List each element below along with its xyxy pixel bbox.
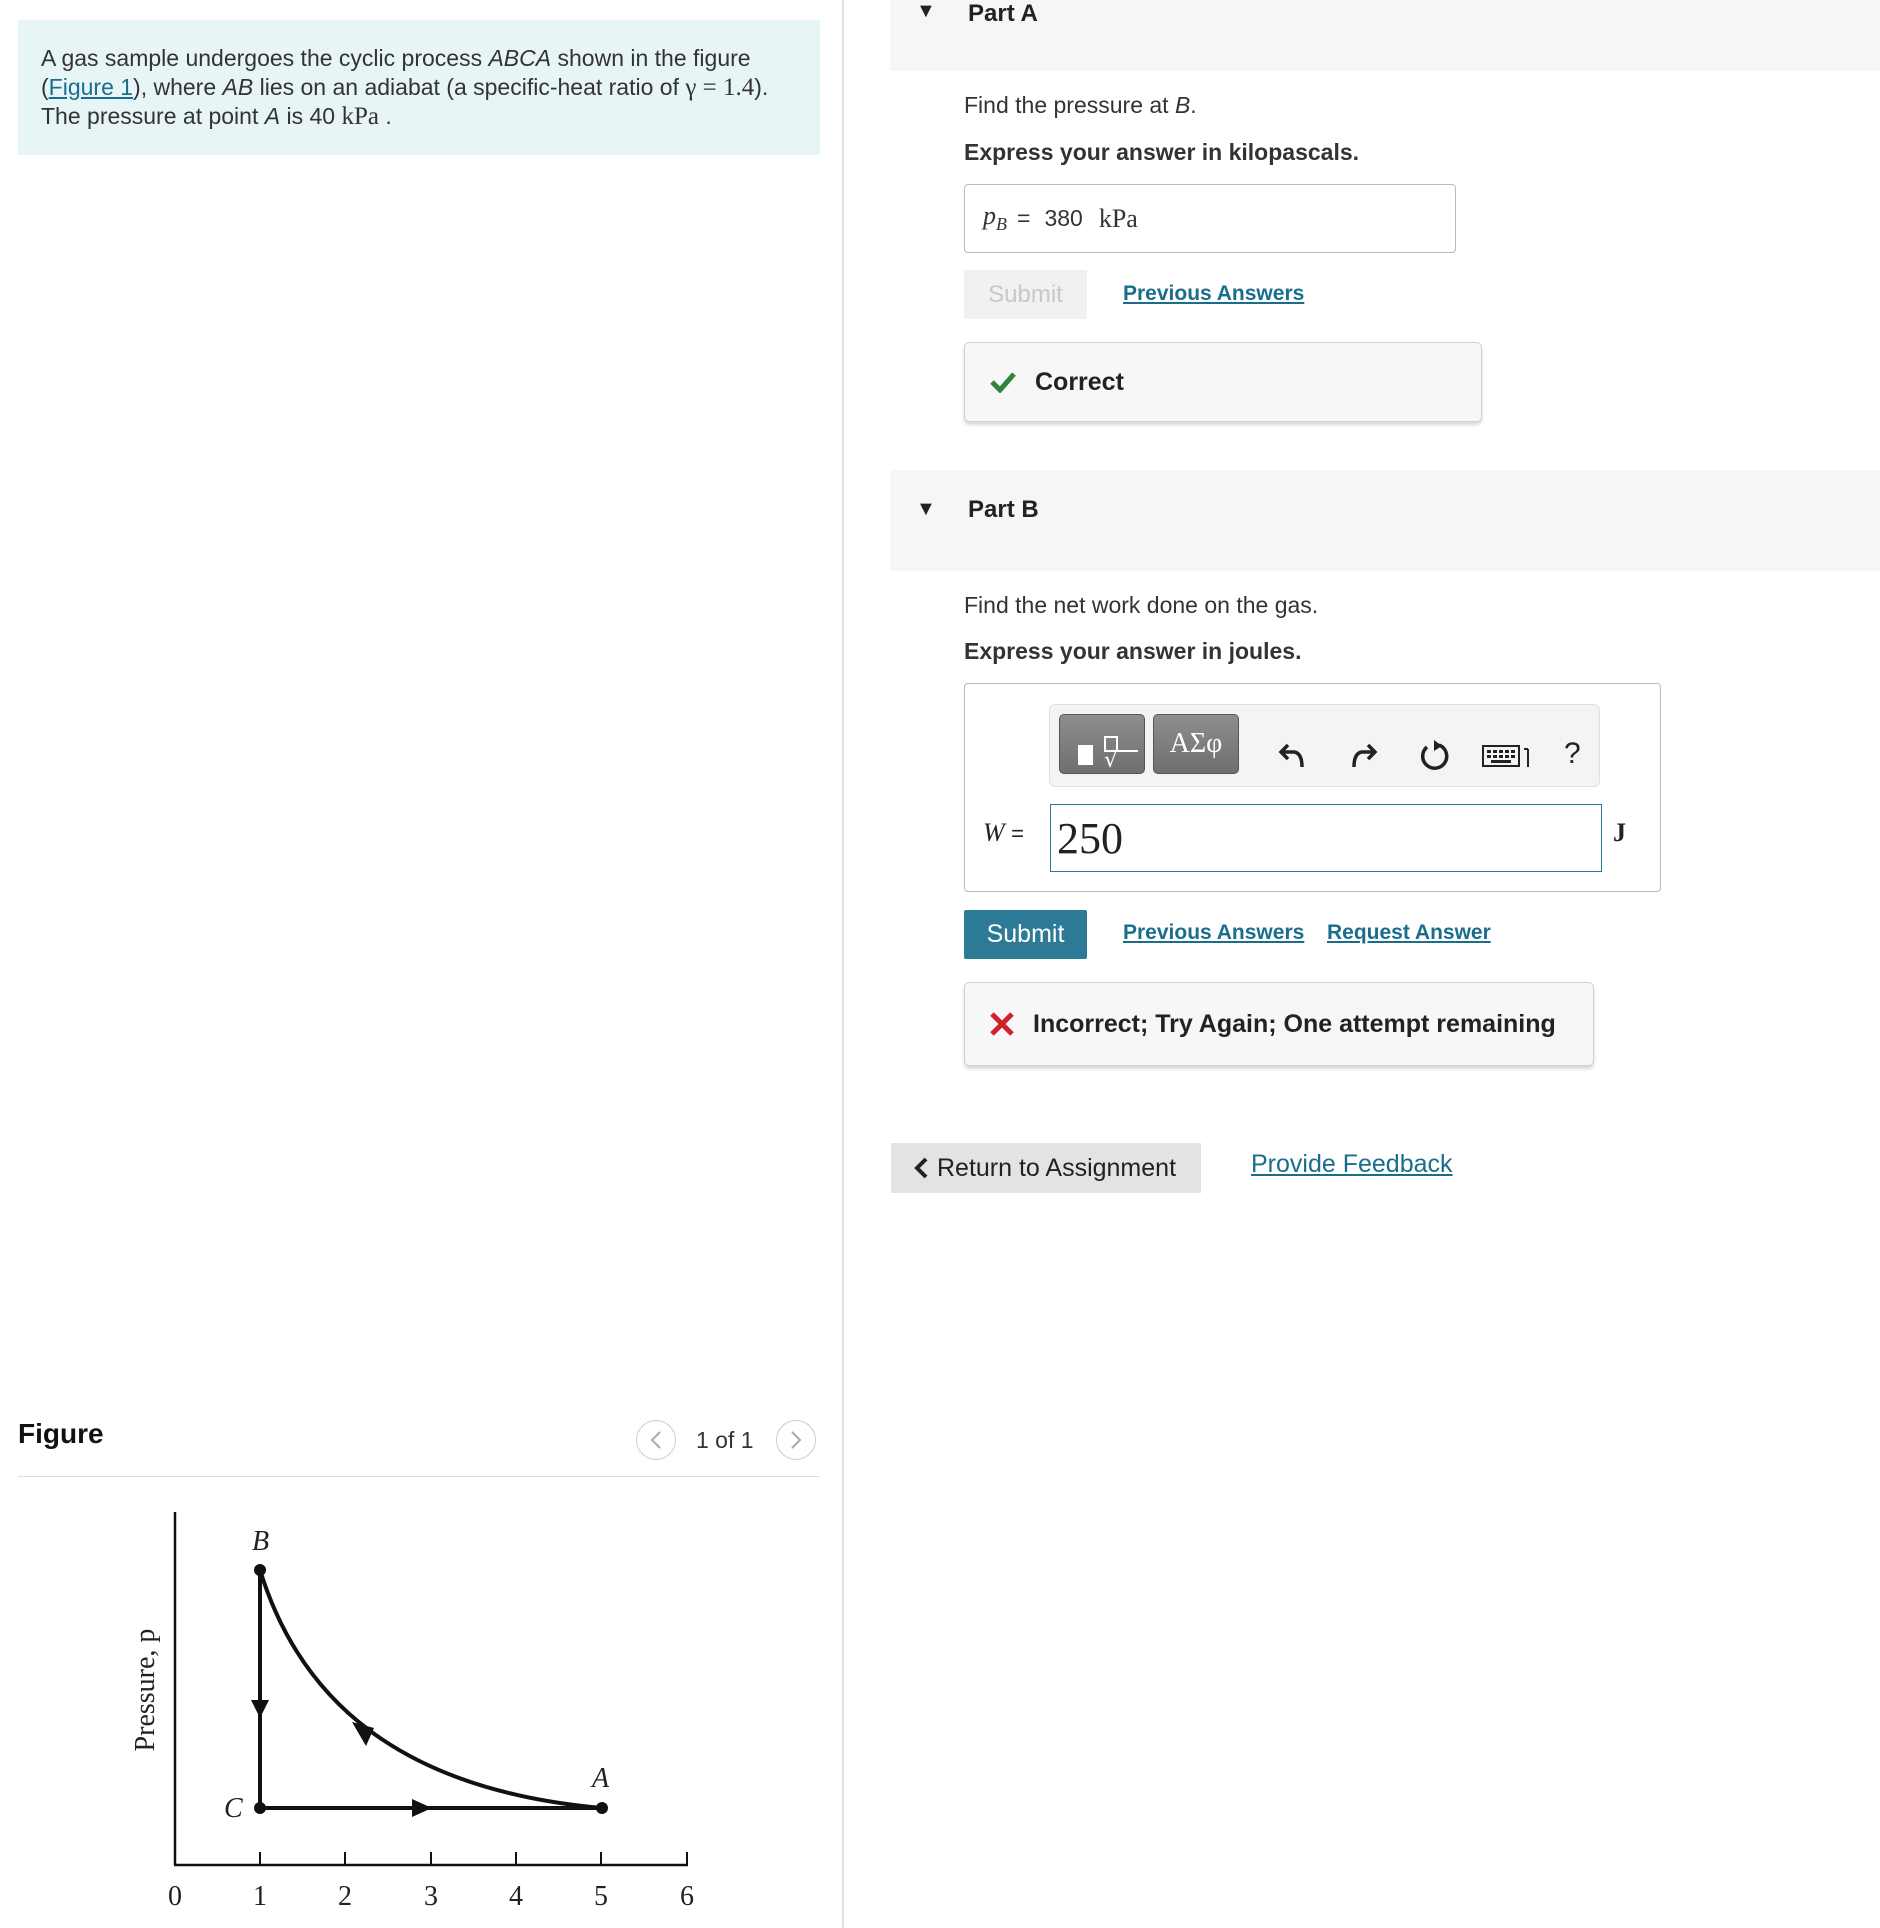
checkmark-icon bbox=[989, 371, 1017, 393]
var-subscript: B bbox=[996, 214, 1007, 235]
provide-feedback-link[interactable]: Provide Feedback bbox=[1251, 1150, 1453, 1178]
templates-sqrt-icon[interactable] bbox=[1059, 714, 1145, 774]
part-b-submit-button[interactable]: Submit bbox=[964, 910, 1087, 959]
chevron-right-icon bbox=[789, 1430, 803, 1450]
collapse-triangle-icon: ▼ bbox=[916, 498, 936, 520]
part-b-previous-answers-link[interactable]: Previous Answers bbox=[1123, 921, 1305, 944]
part-a-instruction: Express your answer in kilopascals. bbox=[964, 139, 1360, 165]
keyboard-icon[interactable] bbox=[1482, 745, 1534, 769]
problem-text: The pressure at point bbox=[41, 103, 265, 129]
chevron-left-icon bbox=[649, 1430, 663, 1450]
svg-text:√: √ bbox=[1104, 748, 1119, 773]
point-c-label: C bbox=[224, 1793, 243, 1824]
part-b-answer-area bbox=[964, 683, 1661, 892]
figure-prev-button[interactable] bbox=[636, 1420, 676, 1460]
problem-text: ). bbox=[754, 74, 769, 100]
point-b-marker bbox=[254, 1564, 266, 1576]
part-b-answer-input[interactable] bbox=[1050, 804, 1602, 872]
problem-text: A gas sample undergoes the cyclic process bbox=[41, 45, 489, 71]
answer-variable bbox=[983, 818, 1024, 848]
x-tick-label: 5 bbox=[594, 1881, 608, 1912]
figure-title: Figure bbox=[18, 1418, 104, 1449]
part-a-answer-field bbox=[964, 184, 1456, 253]
arrow-down-bc bbox=[251, 1700, 269, 1718]
arrow-right-ca bbox=[412, 1799, 432, 1817]
y-axis-label: Pressure, p bbox=[130, 1628, 161, 1752]
x-ticks bbox=[260, 1852, 687, 1865]
part-b-instruction: Express your answer in joules. bbox=[964, 638, 1302, 664]
prompt-text: . bbox=[1190, 92, 1197, 118]
gamma-expression: γ = 1.4 bbox=[685, 74, 755, 101]
part-b-feedback-text: Incorrect; Try Again; One attempt remaining bbox=[1033, 1009, 1556, 1038]
column-divider bbox=[842, 0, 844, 1928]
part-a-title: Part A bbox=[968, 0, 1038, 27]
prompt-text: Find the pressure at bbox=[964, 92, 1175, 118]
figure-link[interactable]: Figure 1 bbox=[48, 74, 134, 100]
problem-text: ), where bbox=[133, 74, 223, 100]
x-tick-label: 6 bbox=[680, 1881, 694, 1912]
x-tick-label: 2 bbox=[338, 1881, 352, 1912]
help-button[interactable]: ? bbox=[1564, 737, 1581, 770]
problem-text: . bbox=[378, 103, 392, 129]
problem-process: ABCA bbox=[488, 45, 552, 71]
prompt-var: B bbox=[1174, 92, 1191, 118]
var-main: p bbox=[983, 201, 996, 231]
part-b-unit: J bbox=[1613, 818, 1626, 847]
return-to-assignment-button[interactable] bbox=[891, 1143, 1201, 1193]
figure-next-button[interactable] bbox=[776, 1420, 816, 1460]
part-a-prompt bbox=[964, 92, 1197, 119]
equals-sign: = bbox=[1017, 205, 1031, 231]
answer-variable bbox=[983, 201, 1007, 235]
part-a-previous-answers-link[interactable]: Previous Answers bbox=[1123, 282, 1305, 305]
return-label: Return to Assignment bbox=[937, 1153, 1177, 1182]
math-toolbar bbox=[1049, 704, 1600, 787]
part-b-header[interactable] bbox=[890, 470, 1880, 571]
chevron-left-icon bbox=[913, 1156, 929, 1180]
pressure-unit: kPa bbox=[341, 103, 379, 130]
part-a-submit-button[interactable]: Submit bbox=[964, 270, 1087, 319]
x-tick-label: 3 bbox=[424, 1881, 438, 1912]
x-tick-label: 4 bbox=[509, 1881, 523, 1912]
collapse-triangle-icon: ▼ bbox=[916, 0, 936, 22]
pv-diagram bbox=[120, 1490, 720, 1920]
arrow-up-ab bbox=[352, 1722, 374, 1746]
part-a-answer-value: 380 bbox=[1044, 205, 1083, 231]
problem-text: is 40 bbox=[280, 103, 342, 129]
part-a-feedback-text: Correct bbox=[1035, 367, 1124, 396]
undo-icon[interactable] bbox=[1278, 739, 1308, 769]
problem-statement bbox=[18, 20, 820, 155]
process-ab-adiabat bbox=[260, 1570, 602, 1808]
var-main: W bbox=[983, 818, 1005, 847]
problem-segment: AB bbox=[222, 74, 254, 100]
problem-text: shown in the figure ( bbox=[41, 45, 751, 100]
figure-divider bbox=[18, 1476, 820, 1477]
redo-icon[interactable] bbox=[1348, 739, 1378, 769]
point-c-marker bbox=[254, 1802, 266, 1814]
part-b-title: Part B bbox=[968, 496, 1039, 523]
greek-symbols-button[interactable]: ΑΣφ bbox=[1153, 714, 1239, 774]
point-b-label: B bbox=[252, 1526, 270, 1557]
x-tick-label: 1 bbox=[253, 1881, 267, 1912]
part-a-unit: kPa bbox=[1098, 203, 1138, 233]
figure-pager: 1 of 1 bbox=[696, 1427, 754, 1453]
problem-point: A bbox=[264, 103, 281, 129]
part-b-feedback bbox=[964, 982, 1594, 1066]
equals-sign: = bbox=[1011, 821, 1025, 846]
point-a-marker bbox=[596, 1802, 608, 1814]
x-mark-icon bbox=[989, 1011, 1015, 1037]
part-b-prompt: Find the net work done on the gas. bbox=[964, 592, 1319, 618]
x-tick-label: 0 bbox=[168, 1881, 182, 1912]
reset-icon[interactable] bbox=[1417, 739, 1451, 773]
part-a-feedback bbox=[964, 342, 1482, 422]
problem-text: lies on an adiabat (a specific-heat ratio of bbox=[253, 74, 686, 100]
part-b-request-answer-link[interactable]: Request Answer bbox=[1327, 921, 1491, 944]
part-a-header[interactable] bbox=[890, 0, 1880, 71]
point-a-label: A bbox=[592, 1763, 610, 1794]
